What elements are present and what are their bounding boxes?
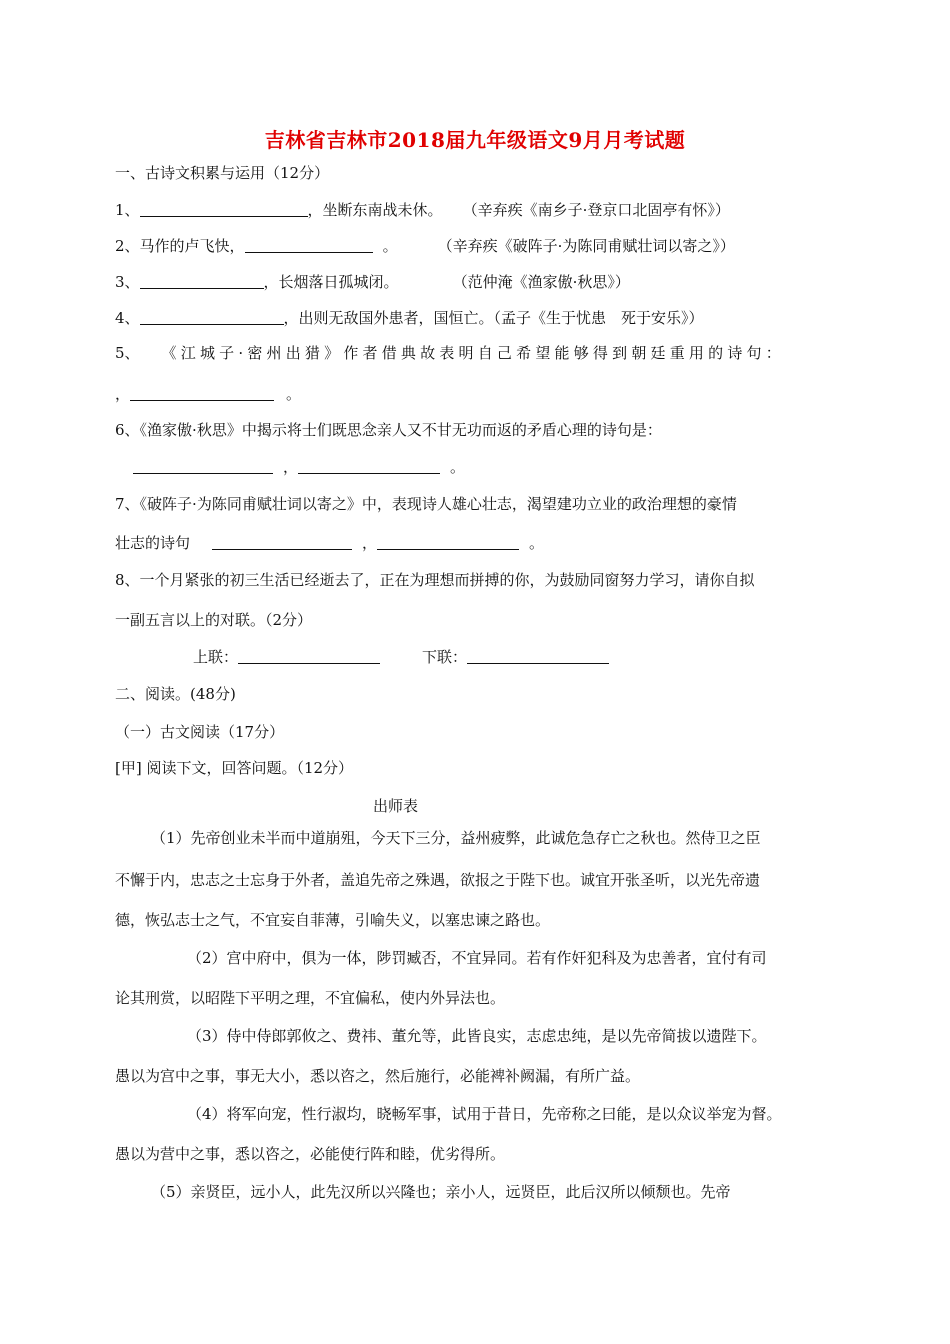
question-6 bbox=[115, 420, 662, 440]
question-2 bbox=[115, 236, 735, 256]
couplet-row bbox=[193, 647, 609, 667]
question-4 bbox=[115, 308, 704, 328]
q3-blank[interactable] bbox=[140, 272, 264, 289]
subsection-classical: （一）古文阅读（17分） bbox=[115, 723, 285, 741]
question-5-answer bbox=[115, 384, 301, 404]
q5-number: 5、 bbox=[115, 344, 140, 362]
section1-header: 一、古诗文积累与运用（12分） bbox=[115, 164, 330, 182]
q7-prefix: 壮志的诗句 bbox=[115, 534, 191, 552]
paragraph-4-line-2: 愚以为营中之事，悉以咨之，必能使行阵和睦，优劣得所。 bbox=[115, 1145, 506, 1163]
q7-end: 。 bbox=[529, 534, 545, 552]
upper-couplet-label: 上联： bbox=[193, 648, 239, 666]
q6-blank-1[interactable] bbox=[133, 457, 273, 474]
q7-number: 7、 bbox=[115, 495, 140, 513]
q3-source: （范仲淹《渔家傲·秋思》） bbox=[452, 273, 630, 291]
exam-title: 吉林省吉林市2018届九年级语文9月月考试题 bbox=[264, 128, 686, 152]
question-8-line2: 一副五言以上的对联。（2分） bbox=[115, 611, 313, 629]
paragraph-1-line-1: （1）先帝创业未半而中道崩殂，今天下三分，益州疲弊，此诚危急存亡之秋也。然侍卫之臣 bbox=[151, 829, 761, 847]
q7-comma: ， bbox=[362, 534, 378, 552]
question-5 bbox=[115, 343, 785, 363]
q8-text: 一个月紧张的初三生活已经逝去了，正在为理想而拼搏的你，为鼓励同窗努力学习，请你自拟 bbox=[139, 571, 755, 589]
passage-title: 出师表 bbox=[373, 797, 419, 815]
q1-source: （辛弃疾《南乡子·登京口北固亭有怀》） bbox=[462, 201, 730, 219]
q1-number: 1、 bbox=[115, 201, 140, 219]
q5-blank[interactable] bbox=[130, 384, 274, 401]
paragraph-1-line-2: 不懈于内，忠志之士忘身于外者，盖追先帝之殊遇，欲报之于陛下也。诚宜开张圣听，以光先帝遗 bbox=[115, 871, 761, 889]
q7-blank-2[interactable] bbox=[377, 533, 519, 550]
q6-text: 《渔家傲·秋思》中揭示将士们既思念亲人又不甘无功而返的矛盾心理的诗句是： bbox=[139, 421, 662, 439]
paragraph-2-line-2: 论其刑赏，以昭陛下平明之理，不宜偏私，使内外异法也。 bbox=[115, 989, 506, 1007]
paragraph-3-line-2: 愚以为宫中之事，事无大小，悉以咨之，然后施行，必能裨补阙漏，有所广益。 bbox=[115, 1067, 641, 1085]
q3-number: 3、 bbox=[115, 273, 140, 291]
q7-text: 《破阵子·为陈同甫赋壮词以寄之》中，表现诗人雄心壮志，渴望建功立业的政治理想的豪情 bbox=[139, 495, 737, 513]
q8-number: 8、 bbox=[115, 571, 140, 589]
q6-blank-2[interactable] bbox=[298, 457, 440, 474]
q2-prefix: 马作的卢飞快， bbox=[139, 237, 245, 255]
question-7 bbox=[115, 494, 737, 514]
q6-end: 。 bbox=[450, 458, 466, 476]
paragraph-3-line-1: （3）侍中侍郎郭攸之、费祎、董允等，此皆良实，志虑忠纯，是以先帝简拔以遗陛下。 bbox=[187, 1027, 767, 1045]
question-7-answer bbox=[115, 533, 544, 553]
lower-couplet-blank[interactable] bbox=[467, 647, 609, 664]
q7-blank-1[interactable] bbox=[212, 533, 352, 550]
q2-number: 2、 bbox=[115, 237, 140, 255]
section2-header: 二、阅读。(48分) bbox=[115, 685, 236, 703]
q1-text: ，坐断东南战未休。 bbox=[307, 201, 443, 219]
q3-text: ，长烟落日孤城闭。 bbox=[263, 273, 399, 291]
lower-couplet-label: 下联： bbox=[422, 648, 468, 666]
q5-comma: ， bbox=[115, 385, 131, 403]
q1-blank[interactable] bbox=[140, 200, 308, 217]
question-1 bbox=[115, 200, 730, 220]
q4-blank[interactable] bbox=[140, 308, 284, 325]
question-6-answer bbox=[133, 457, 465, 477]
q2-end: 。 bbox=[382, 237, 398, 255]
paragraph-1-line-3: 德，恢弘志士之气，不宜妄自菲薄，引喻失义，以塞忠谏之路也。 bbox=[115, 911, 551, 929]
q6-number: 6、 bbox=[115, 421, 140, 439]
q4-text: ，出则无敌国外患者，国恒亡。（孟子《生于忧患 死于安乐》） bbox=[283, 309, 704, 327]
q2-blank[interactable] bbox=[245, 236, 373, 253]
paragraph-5-line-1: （5）亲贤臣，远小人，此先汉所以兴隆也；亲小人，远贤臣，此后汉所以倾颓也。先帝 bbox=[151, 1183, 731, 1201]
q4-number: 4、 bbox=[115, 309, 140, 327]
question-8 bbox=[115, 570, 755, 590]
q5-text: 《江城子·密州出猎》作者借典故表明自己希望能够得到朝廷重用的诗句： bbox=[161, 344, 785, 362]
q2-source: （辛弃疾《破阵子·为陈同甫赋壮词以寄之》） bbox=[437, 237, 735, 255]
q6-comma: ， bbox=[283, 458, 299, 476]
paragraph-4-line-1: （4）将军向宠，性行淑均，晓畅军事，试用于昔日，先帝称之曰能，是以众议举宠为督。 bbox=[187, 1105, 782, 1123]
q5-end: 。 bbox=[286, 385, 302, 403]
upper-couplet-blank[interactable] bbox=[238, 647, 380, 664]
paragraph-2-line-1: （2）宫中府中，俱为一体，陟罚臧否，不宜异同。若有作奸犯科及为忠善者，宜付有司 bbox=[187, 949, 767, 967]
question-3 bbox=[115, 272, 630, 292]
subsection-jia: [甲] 阅读下文，回答问题。（12分） bbox=[115, 759, 354, 777]
